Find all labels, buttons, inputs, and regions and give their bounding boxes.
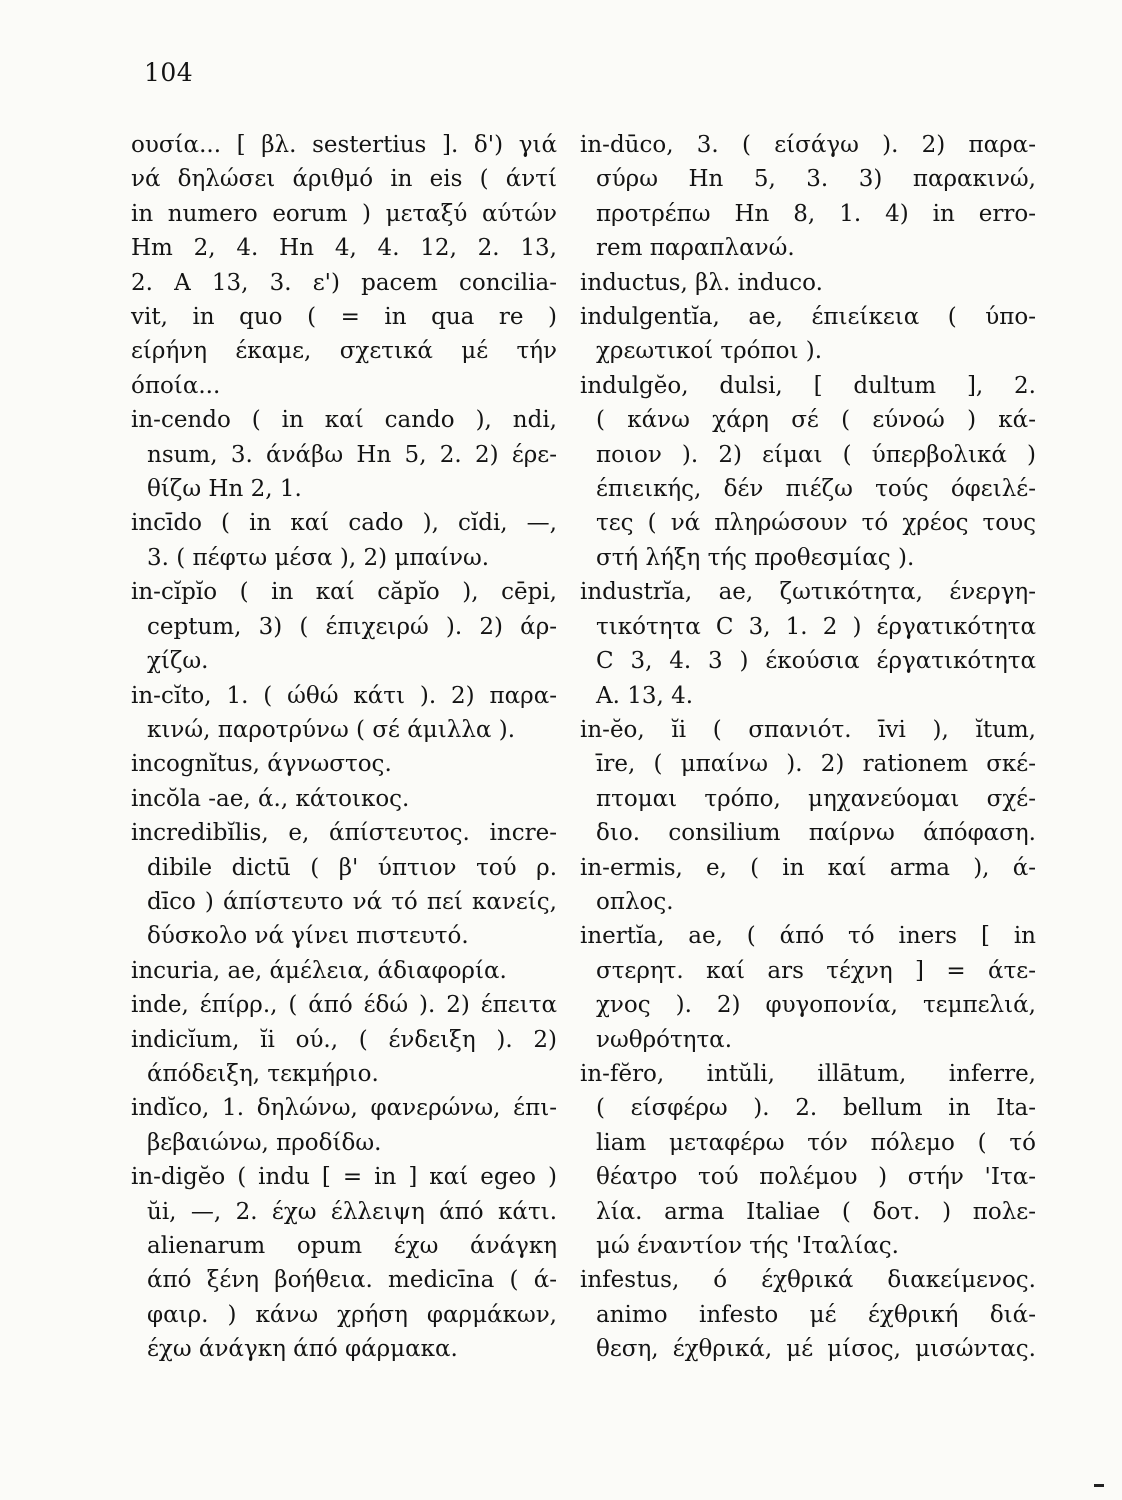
left-line: incognĭtus, άγνωστος. [131,751,392,778]
left-line: vit, in quo ( = in qua re ) [131,304,557,331]
right-line: θεση, έχθρικά, μέ μίσος, μισώντας. [596,1336,1036,1363]
right-line: A. 13, 4. [596,682,694,709]
left-line: έχω άνάγκη άπό φάρμακα. [147,1336,458,1363]
left-line: 3. ( πέφτω μέσα ), 2) μπαίνω. [147,544,490,571]
right-line: industrĭa, ae, ζωτικότητα, ένεργη- [580,579,1036,606]
right-line: προτρέπω Hn 8, 1. 4) in erro- [596,200,1036,227]
right-line: indulgĕo, dulsi, [ dultum ], 2. [580,372,1036,399]
left-line: in-cĭpĭo ( in καί căpĭo ), cēpi, [131,579,557,606]
right-line: έπιεικής, δέν πιέζω τούς όφειλέ- [596,476,1036,503]
right-line: νωθρότητα. [596,1026,733,1053]
left-line: άπό ξένη βοήθεια. medicīna ( ά- [147,1267,557,1294]
right-line: οπλος. [596,888,674,915]
left-line: in-digĕo ( indu [ = in ] καί egeo ) [131,1164,557,1191]
right-line: ( κάνω χάρη σέ ( εύνοώ ) κά- [596,407,1036,434]
right-line: μώ έναντίον τής 'Ιταλίας. [596,1233,899,1259]
right-line: σύρω Hn 5, 3. 3) παρακινώ, [596,166,1036,193]
left-line: dīco ) άπίστευτο νά τό πεί κανείς, [147,888,557,915]
right-line: στερητ. καί ars τέχνη ] = άτε- [596,957,1036,984]
left-line: βεβαιώνω, προδίδω. [147,1129,382,1156]
right-line: ( είσφέρω ). 2. bellum in Ita- [596,1095,1036,1122]
right-line: rem παραπλανώ. [596,235,795,262]
left-line: ουσία... [ βλ. sestertius ]. δ') γιά [131,132,557,158]
right-column [580,128,1036,1367]
right-line: in-fĕro, intŭli, illātum, inferre, [580,1060,1036,1087]
left-line: Hm 2, 4. Hn 4, 4. 12, 2. 13, [131,235,557,262]
left-line: incredibĭlis, e, άπίστευτος. incre- [131,820,557,847]
right-line: λία. arma Italiae ( δοτ. ) πολε- [596,1198,1036,1225]
left-line: κινώ, παροτρύνω ( σέ άμιλλα ). [147,716,516,743]
right-line: στή λήξη τής προθεσμίας ). [596,544,915,571]
left-line: όποία... [131,372,221,399]
left-line: ceptum, 3) ( έπιχειρώ ). 2) άρ- [147,613,557,640]
right-line: indulgentĭa, ae, έπιείκεια ( ύπο- [580,304,1036,331]
left-line: incīdo ( in καί cado ), cĭdi, —, [131,510,557,537]
left-line: in numero eorum ) μεταξύ αύτών [131,200,557,227]
right-line: animo infesto μέ έχθρική διά- [596,1301,1036,1328]
right-line: inductus, βλ. induco. [580,269,823,296]
right-line: īre, ( μπαίνω ). 2) rationem σκέ- [596,751,1036,778]
left-line: inde, έπίρρ., ( άπό έδώ ). 2) έπειτα [131,992,557,1019]
left-line: indicĭum, ĭi ού., ( ένδειξη ). 2) [131,1026,557,1053]
right-line: liam μεταφέρω τόν πόλεμο ( τό [596,1129,1036,1156]
left-line: 2. A 13, 3. ε') pacem concilia- [131,269,557,296]
right-line: χνος ). 2) φυγοπονία, τεμπελιά, [596,992,1036,1019]
right-line: in-ĕo, ĭi ( σπανιότ. īvi ), ĭtum, [580,716,1036,743]
left-line: άπόδειξη, τεκμήριο. [147,1060,379,1087]
right-line: χρεωτικοί τρόποι ). [596,338,823,365]
right-line: C 3, 4. 3 ) έκούσια έργατικότητα [596,648,1036,675]
right-line: διο. consilium παίρνω άπόφαση. [596,820,1036,847]
right-line: infestus, ό έχθρικά διακείμενος. [580,1267,1036,1294]
left-line: indĭco, 1. δηλώνω, φανερώνω, έπι- [131,1095,557,1122]
left-line: incŏla -ae, ά., κάτοικος. [131,785,410,812]
left-line: in-cĭto, 1. ( ώθώ κάτι ). 2) παρα- [131,682,557,709]
right-line: inertĭa, ae, ( άπό τό iners [ in [580,923,1036,950]
right-line: in-ermis, e, ( in καί arma ), ά- [580,854,1036,881]
left-line: δύσκολο νά γίνει πιστευτό. [147,923,469,950]
left-line: ŭi, —, 2. έχω έλλειψη άπό κάτι. [147,1198,557,1225]
left-line: φαιρ. ) κάνω χρήση φαρμάκων, [147,1301,557,1328]
left-line: είρήνη έκαμε, σχετικά μέ τήν [131,338,557,365]
left-line: dibile dictū ( β' ύπτιον τού ρ. [147,854,557,881]
scan-edge-mark [1094,1484,1104,1487]
left-line: alienarum opum έχω άνάγκη [147,1233,557,1259]
left-line: nsum, 3. άνάβω Hn 5, 2. 2) έρε- [147,441,557,468]
page-number: 104 [144,58,194,87]
right-line: in-dūco, 3. ( είσάγω ). 2) παρα- [580,132,1036,158]
right-line: τικότητα C 3, 1. 2 ) έργατικότητα [596,613,1036,640]
left-column [131,128,557,1367]
left-line: incuria, ae, άμέλεια, άδιαφορία. [131,957,507,984]
right-line: ποιον ). 2) είμαι ( ύπερβολικά ) [596,441,1036,468]
right-line: θέατρο τού πολέμου ) στήν 'Ιτα- [596,1164,1036,1191]
right-line: τες ( νά πληρώσουν τό χρέος τους [596,510,1036,537]
left-line: χίζω. [147,648,209,675]
left-line: θίζω Hn 2, 1. [147,476,302,503]
left-line: νά δηλώσει άριθμό in eis ( άντί [131,166,557,193]
right-line: πτομαι τρόπο, μηχανεύομαι σχέ- [596,785,1036,812]
left-line: in-cendo ( in καί cando ), ndi, [131,407,557,434]
